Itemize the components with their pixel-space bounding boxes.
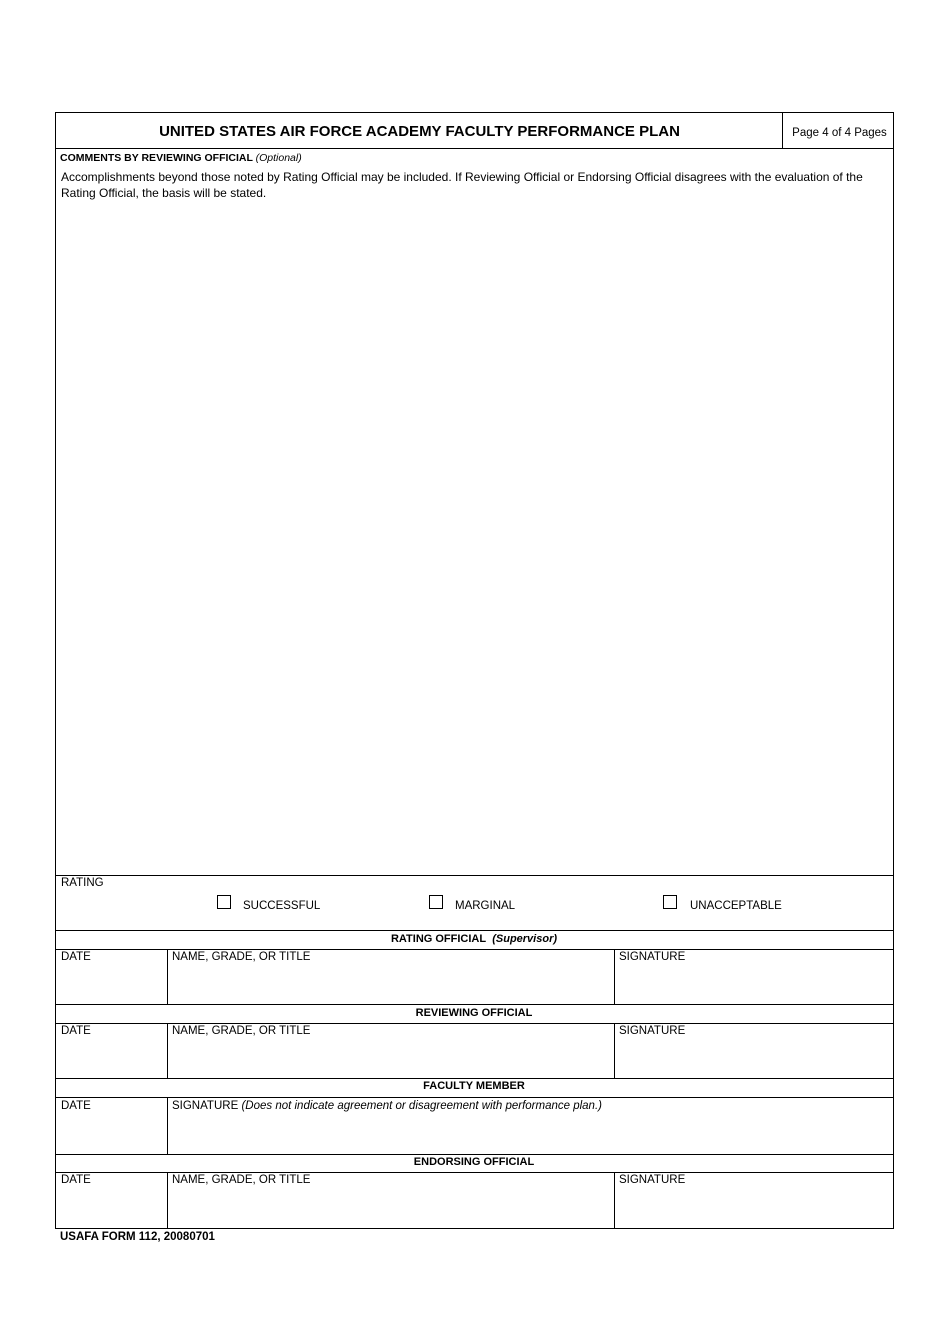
faculty-member-top-rule	[56, 1078, 893, 1079]
comments-heading	[60, 152, 302, 164]
reviewing-official-signature-label: SIGNATURE	[619, 1025, 686, 1037]
form-footer-id: USAFA FORM 112, 20080701	[60, 1231, 215, 1243]
form-title: UNITED STATES AIR FORCE ACADEMY FACULTY PERFORMANCE PLAN	[159, 122, 680, 140]
endorsing-official-signature-field[interactable]	[616, 1189, 892, 1227]
faculty-member-date-label: DATE	[61, 1100, 91, 1112]
rating-official-signature-label: SIGNATURE	[619, 951, 686, 963]
reviewing-official-divider-1	[167, 1024, 168, 1078]
performance-plan-form	[55, 112, 894, 1229]
endorsing-official-date-label: DATE	[61, 1174, 91, 1186]
rating-bottom-rule	[56, 930, 893, 931]
faculty-member-title: FACULTY MEMBER	[423, 1080, 525, 1092]
rating-official-signature-field[interactable]	[616, 965, 892, 1003]
faculty-member-signature-note: (Does not indicate agreement or disagreement with performance plan.)	[241, 1100, 602, 1112]
unacceptable-checkbox[interactable]	[663, 895, 677, 909]
unacceptable-label: UNACCEPTABLE	[690, 900, 782, 912]
successful-checkbox[interactable]	[217, 895, 231, 909]
rating-official-title-label: RATING OFFICIAL	[390, 933, 487, 945]
faculty-member-rule	[56, 1097, 893, 1098]
comments-input-area[interactable]	[56, 193, 892, 873]
reviewing-official-date-label: DATE	[61, 1025, 91, 1037]
header-divider	[782, 113, 783, 149]
comments-heading-label: COMMENTS BY REVIEWING OFFICIAL	[60, 152, 253, 164]
page-indicator: Page 4 of 4 Pages	[792, 127, 887, 139]
endorsing-official-date-field[interactable]	[56, 1189, 166, 1227]
comments-heading-note: (Optional)	[255, 152, 302, 164]
faculty-member-date-field[interactable]	[56, 1115, 166, 1153]
rating-official-title	[56, 933, 892, 945]
reviewing-official-signature-field[interactable]	[616, 1039, 892, 1077]
rating-official-divider-2	[614, 950, 615, 1004]
reviewing-official-divider-2	[614, 1024, 615, 1078]
reviewing-official-top-rule	[56, 1004, 893, 1005]
reviewing-official-date-field[interactable]	[56, 1039, 166, 1077]
endorsing-official-title: ENDORSING OFFICIAL	[413, 1156, 535, 1168]
endorsing-official-signature-label: SIGNATURE	[619, 1174, 686, 1186]
reviewing-official-rule	[56, 1023, 893, 1024]
reviewing-official-name-field[interactable]	[169, 1039, 613, 1077]
rating-top-rule	[56, 875, 893, 876]
endorsing-official-divider-1	[167, 1173, 168, 1228]
endorsing-official-top-rule	[56, 1154, 893, 1155]
endorsing-official-rule	[56, 1172, 893, 1173]
faculty-member-divider	[167, 1098, 168, 1154]
rating-official-rule	[56, 949, 893, 950]
reviewing-official-name-label: NAME, GRADE, OR TITLE	[172, 1025, 311, 1037]
successful-label: SUCCESSFUL	[243, 900, 321, 912]
header-rule	[56, 148, 893, 149]
marginal-checkbox[interactable]	[429, 895, 443, 909]
rating-official-date-field[interactable]	[56, 965, 166, 1003]
faculty-member-signature-field[interactable]	[169, 1115, 892, 1153]
comments-instructions: Accomplishments beyond those noted by Rating Official may be included. If Reviewing Official or Endorsing Official disagrees with the evaluation of the Rating Official, the basis will be stated.	[61, 170, 863, 200]
marginal-label: MARGINAL	[455, 900, 516, 912]
reviewing-official-title: REVIEWING OFFICIAL	[415, 1007, 533, 1019]
rating-label: RATING	[61, 877, 104, 889]
endorsing-official-name-label: NAME, GRADE, OR TITLE	[172, 1174, 311, 1186]
rating-official-subtitle: (Supervisor)	[492, 933, 558, 945]
rating-official-name-field[interactable]	[169, 965, 613, 1003]
rating-official-name-label: NAME, GRADE, OR TITLE	[172, 951, 311, 963]
faculty-member-signature-label	[172, 1100, 602, 1112]
endorsing-official-name-field[interactable]	[169, 1189, 613, 1227]
endorsing-official-divider-2	[614, 1173, 615, 1228]
rating-official-date-label: DATE	[61, 951, 91, 963]
faculty-member-signature-text: SIGNATURE	[172, 1100, 239, 1112]
rating-official-divider-1	[167, 950, 168, 1004]
